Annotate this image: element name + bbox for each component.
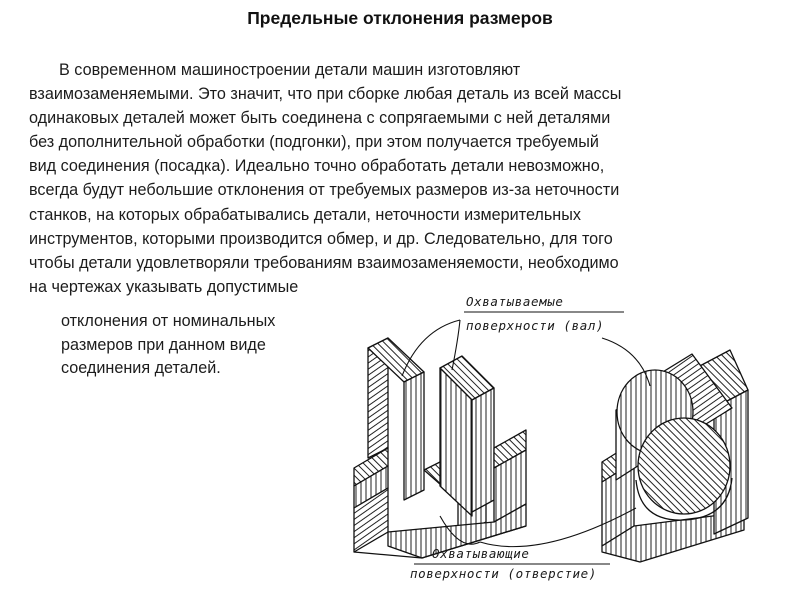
paragraph-line: без дополнительной обработки (подгонки), при этом получается требуемый bbox=[29, 133, 599, 152]
label-shaft-surfaces-line2: поверхности (вал) bbox=[466, 318, 605, 333]
main-paragraph bbox=[29, 58, 774, 299]
page-title: Предельные отклонения размеров bbox=[247, 8, 553, 28]
label-shaft-surfaces-line1: Охватываемые bbox=[466, 294, 564, 309]
paragraph-line: всегда будут небольшие отклонения от требуемых размеров из-за неточности bbox=[29, 181, 620, 200]
paragraph-line: размеров при данном виде bbox=[61, 335, 266, 354]
paragraph-line: одинаковых деталей может быть соединена с сопрягаемыми с ней деталями bbox=[29, 109, 611, 128]
paragraph-continuation bbox=[61, 310, 275, 381]
paragraph-line: вид соединения (посадка). Идеально точно обработать детали невозможно, bbox=[29, 157, 605, 176]
paragraph-line: станков, на которых обрабатывались детали, неточности измерительных bbox=[29, 205, 581, 224]
shaft-in-bore-right bbox=[602, 350, 748, 562]
paragraph-line: инструментов, которыми производится обмер, и др. Следовательно, для того bbox=[29, 229, 613, 248]
label-bore-surfaces-line1: Охватывающие bbox=[432, 546, 530, 561]
paragraph-line: чтобы детали удовлетворяли требованиям взаимозаменяемости, необходимо bbox=[29, 253, 619, 272]
paragraph-line: отклонения от номинальных bbox=[61, 312, 276, 330]
label-bore-surfaces-line2: поверхности (отверстие) bbox=[410, 566, 597, 581]
grooved-block-left bbox=[354, 338, 526, 558]
paragraph-line: соединения деталей. bbox=[61, 359, 221, 377]
paragraph-line: на чертежах указывать допустимые bbox=[29, 277, 299, 296]
paragraph-line: взаимозаменяемыми. Это значит, что при сборке любая деталь из всей массы bbox=[29, 85, 622, 104]
paragraph-line: В современном машиностроении детали машин изготовляют bbox=[59, 61, 521, 79]
fit-surfaces-illustration bbox=[340, 290, 800, 600]
